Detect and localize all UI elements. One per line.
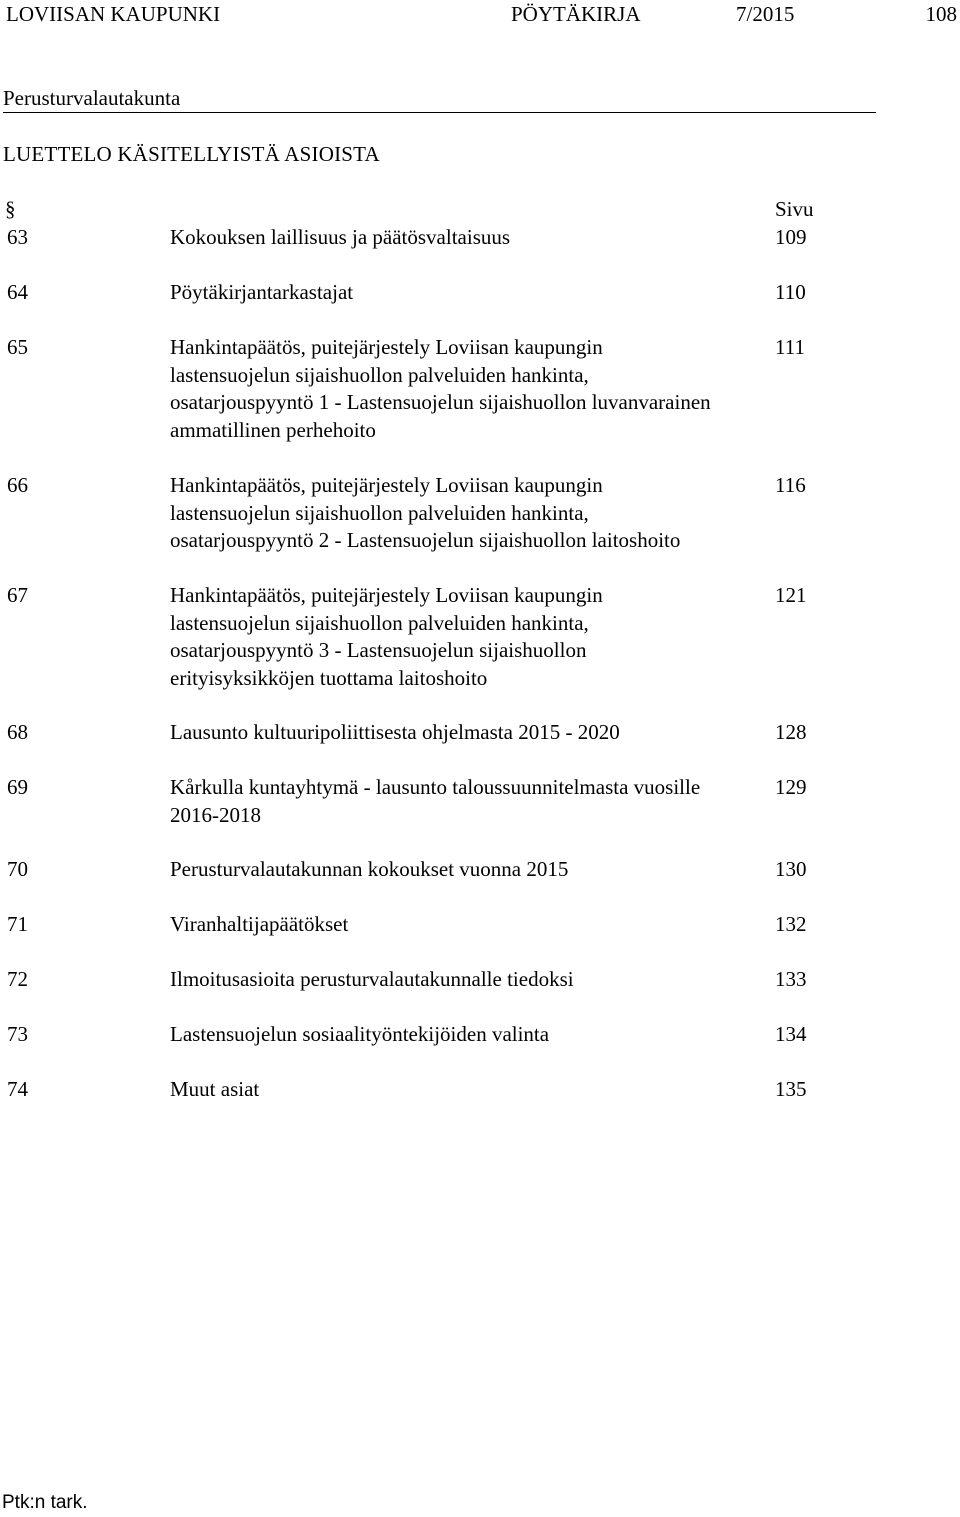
entry-number: 65 <box>7 335 28 359</box>
entry-title <box>170 582 768 692</box>
entry-number: 71 <box>7 912 28 936</box>
entry-page: 121 <box>775 583 807 607</box>
entry-number: 69 <box>7 775 28 799</box>
entry-number: 64 <box>7 280 28 304</box>
entry-title <box>170 224 768 252</box>
entry-title <box>170 472 768 555</box>
entry-title-line: osatarjouspyyntö 3 - Lastensuojelun sijaishuollon <box>170 638 587 662</box>
entry-page: 135 <box>775 1077 807 1101</box>
entry-title <box>170 966 768 994</box>
footer-label: Ptk:n tark. <box>2 1492 88 1513</box>
entry-title-line: osatarjouspyyntö 2 - Lastensuojelun sijaishuollon laitoshoito <box>170 528 681 552</box>
entry-title <box>170 1076 768 1104</box>
entry-title-line: Muut asiat <box>170 1077 260 1101</box>
document-type: PÖYTÄKIRJA <box>511 2 641 26</box>
entry-page: 110 <box>775 280 806 304</box>
entry-page: 134 <box>775 1022 807 1046</box>
entry-number: 72 <box>7 967 28 991</box>
entry-page: 111 <box>775 335 805 359</box>
entry-title-line: Ilmoitusasioita perusturvalautakunnalle tiedoksi <box>170 967 574 991</box>
entry-number: 73 <box>7 1022 28 1046</box>
entry-title <box>170 719 768 747</box>
entry-title-line: lastensuojelun sijaishuollon palveluiden hankinta, <box>170 500 589 525</box>
organization-name: LOVIISAN KAUPUNKI <box>6 2 221 26</box>
entry-title-line: Kokouksen laillisuus ja päätösvaltaisuus <box>170 225 511 249</box>
entry-title-line: osatarjouspyyntö 1 - Lastensuojelun sijaishuollon luvanvarainen <box>170 390 711 414</box>
column-header <box>0 196 960 224</box>
entry-title-line: Hankintapäätös, puitejärjestely Loviisan kaupungin <box>170 583 603 607</box>
entry-page: 132 <box>775 912 807 936</box>
entry-title-line: Viranhaltijapäätökset <box>170 912 349 936</box>
entry-title-line: Lastensuojelun sosiaalityöntekijöiden valinta <box>170 1022 550 1046</box>
body-name: Perusturvalautakunta <box>3 85 876 113</box>
entry-number: 63 <box>7 225 28 249</box>
entry-number: 68 <box>7 720 28 744</box>
entry-page: 129 <box>775 775 807 799</box>
entry-title <box>170 911 768 939</box>
entry-number: 66 <box>7 473 28 497</box>
entry-page: 128 <box>775 720 807 744</box>
page-number: 108 <box>925 2 957 26</box>
entry-title-line: Perusturvalautakunnan kokoukset vuonna 2015 <box>170 857 569 881</box>
entry-number: 67 <box>7 583 28 607</box>
entry-title <box>170 1021 768 1049</box>
entry-number: 70 <box>7 857 28 881</box>
page-column-header: Sivu <box>775 197 814 221</box>
entry-title <box>170 279 768 307</box>
entry-page: 130 <box>775 857 807 881</box>
entry-title-line: erityisyksikköjen tuottama laitoshoito <box>170 665 488 690</box>
entry-page: 133 <box>775 967 807 991</box>
entry-page: 109 <box>775 225 807 249</box>
entry-title-line: Kårkulla kuntayhtymä - lausunto taloussuunnitelmasta vuosille <box>170 775 701 799</box>
section-symbol: § <box>5 197 16 221</box>
entry-title-line: lastensuojelun sijaishuollon palveluiden hankinta, <box>170 362 589 387</box>
meeting-number: 7/2015 <box>736 2 795 26</box>
entry-title-line: ammatillinen perhehoito <box>170 417 376 442</box>
entry-title <box>170 334 768 444</box>
list-title: LUETTELO KÄSITELLYISTÄ ASIOISTA <box>3 142 380 166</box>
entry-page: 116 <box>775 473 806 497</box>
entry-title-line: Hankintapäätös, puitejärjestely Loviisan kaupungin <box>170 335 603 359</box>
entry-title-line: lastensuojelun sijaishuollon palveluiden hankinta, <box>170 610 589 635</box>
entry-title-line: Pöytäkirjantarkastajat <box>170 280 354 304</box>
page-header <box>0 0 960 28</box>
entry-title-line: Lausunto kultuuripoliittisesta ohjelmasta 2015 - 2020 <box>170 720 620 744</box>
entry-title <box>170 774 768 829</box>
entry-title <box>170 856 768 884</box>
entry-title-line: Hankintapäätös, puitejärjestely Loviisan kaupungin <box>170 473 603 497</box>
entry-number: 74 <box>7 1077 28 1101</box>
entry-title-line: 2016-2018 <box>170 802 261 827</box>
